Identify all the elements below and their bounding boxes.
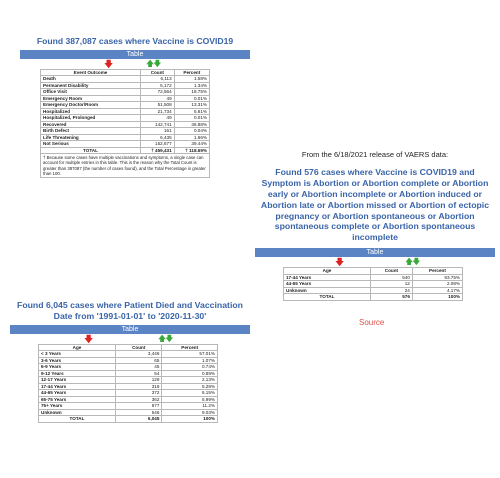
- row-count: 546: [116, 409, 162, 416]
- total-count: † 459,431: [141, 147, 175, 154]
- total-label: TOTAL: [284, 294, 371, 301]
- row-percent: 93.75%: [412, 274, 462, 281]
- total-row: [41, 147, 210, 154]
- row-count: 372: [116, 390, 162, 397]
- row-label: 12-17 Years: [39, 377, 116, 384]
- row-count: 6,435: [141, 134, 175, 141]
- row-label: Life Threatening: [41, 134, 141, 141]
- section2-table-bar: Table: [255, 248, 495, 257]
- row-label: 17-44 Years: [284, 274, 371, 281]
- section-abortion-cases: [255, 150, 495, 243]
- section1-table-bar: Table: [20, 50, 250, 59]
- row-count: 49: [141, 95, 175, 102]
- row-percent: 6.15%: [162, 390, 218, 397]
- header-count[interactable]: Count: [371, 268, 413, 275]
- row-percent: 0.04%: [174, 128, 209, 135]
- row-count: 5,172: [141, 82, 175, 89]
- section2-subtitle: From the 6/18/2021 release of VAERS data:: [301, 150, 449, 159]
- header-percent[interactable]: Percent: [412, 268, 462, 275]
- total-count: 6,045: [116, 416, 162, 423]
- section2-title: Found 576 cases where Vaccine is COVID19 and Symptom is Abortion or Abortion complete or Abortion early or Abortion incomplete or Abortion induced or Abortion late or Abortion missed or Abortion of ectopic pregnancy or Abortion spontaneous or Abortion spontaneous complete or Abortion spontaneous incomplete: [260, 167, 490, 243]
- row-count: 129: [116, 377, 162, 384]
- row-percent: 0.01%: [174, 115, 209, 122]
- section2-table-wrap: [283, 267, 463, 301]
- row-count: 24: [371, 287, 413, 294]
- row-percent: 0.74%: [162, 364, 218, 371]
- row-label: Recovered: [41, 121, 141, 128]
- row-count: 319: [116, 383, 162, 390]
- abortion-age-table-body: [284, 274, 463, 300]
- row-count: 49: [141, 115, 175, 122]
- row-count: 142,741: [141, 121, 175, 128]
- row-label: 17-44 Years: [39, 383, 116, 390]
- row-percent: 0.89%: [162, 370, 218, 377]
- row-label: 75+ Years: [39, 403, 116, 410]
- header-age[interactable]: Age: [39, 344, 116, 351]
- section1-sort-arrows: [40, 59, 210, 69]
- row-count: 677: [116, 403, 162, 410]
- row-count: 362: [116, 396, 162, 403]
- row-label: 3-6 Years: [39, 357, 116, 364]
- header-percent[interactable]: Percent: [174, 69, 209, 76]
- header-percent[interactable]: Percent: [162, 344, 218, 351]
- row-percent: 11.2%: [162, 403, 218, 410]
- deaths-age-table: [38, 344, 218, 423]
- row-count: 3,446: [116, 351, 162, 358]
- row-percent: 57.01%: [162, 351, 218, 358]
- row-percent: 2.08%: [412, 281, 462, 288]
- row-count: 161: [141, 128, 175, 135]
- row-label: 44-65 Years: [39, 390, 116, 397]
- section3-table-wrap: [38, 344, 218, 423]
- row-percent: 13.31%: [174, 102, 209, 109]
- source-link[interactable]: Source: [359, 318, 385, 327]
- row-percent: 5.61%: [174, 108, 209, 115]
- row-label: Not Serious: [41, 141, 141, 148]
- row-percent: 1.34%: [174, 82, 209, 89]
- row-percent: 1.66%: [174, 134, 209, 141]
- row-percent: 5.99%: [162, 396, 218, 403]
- total-percent: 100%: [162, 416, 218, 423]
- row-count: 152,677: [141, 141, 175, 148]
- total-count: 576: [371, 294, 413, 301]
- section3-title: Found 6,045 cases where Patient Died and Vaccination Date from '1991-01-01' to '2020-11-30': [17, 300, 243, 321]
- deaths-age-table-body: [39, 351, 218, 423]
- row-count: 51,508: [141, 102, 175, 109]
- total-percent: 100%: [412, 294, 462, 301]
- total-row: [39, 416, 218, 423]
- green-up-down-arrows-icon[interactable]: 🡅🡇: [146, 58, 161, 68]
- section3-sort-arrows: [38, 334, 218, 344]
- row-percent: 5.28%: [162, 383, 218, 390]
- row-label: 9-12 Years: [39, 370, 116, 377]
- row-label: Death: [41, 76, 141, 83]
- row-label: 44-65 Years: [284, 281, 371, 288]
- section2-table-block: [255, 248, 495, 327]
- row-percent: 4.17%: [412, 287, 462, 294]
- section1-table-wrap: [40, 69, 210, 178]
- header-count[interactable]: Count: [116, 344, 162, 351]
- row-count: 540: [371, 274, 413, 281]
- header-count[interactable]: Count: [141, 69, 175, 76]
- row-percent: 1.07%: [162, 357, 218, 364]
- green-up-down-arrows-icon[interactable]: 🡅🡇: [405, 257, 420, 266]
- row-count: 45: [116, 364, 162, 371]
- red-down-arrow-icon[interactable]: 🡇: [84, 333, 94, 344]
- total-row: [284, 294, 463, 301]
- red-down-arrow-icon[interactable]: 🡇: [104, 58, 114, 69]
- green-up-down-arrows-icon[interactable]: 🡅🡇: [158, 333, 173, 343]
- row-label: Hospitalized: [41, 108, 141, 115]
- row-percent: 36.88%: [174, 121, 209, 128]
- row-percent: 0.01%: [174, 95, 209, 102]
- footnote: † Because some cases have multiple vaccinations and symptoms, a single case can account for multiple entries in this table. This is the reason why the Total Count is greater than 387087 (the number of cases found), and the Total Percentage is greater than 100.: [40, 154, 210, 178]
- row-count: 21,734: [141, 108, 175, 115]
- row-label: 6-9 Years: [39, 364, 116, 371]
- row-count: 6,113: [141, 76, 175, 83]
- section1-title: Found 387,087 cases where Vaccine is COVID19: [36, 36, 234, 46]
- row-percent: 9.03%: [162, 409, 218, 416]
- row-label: Hospitalized, Prolonged: [41, 115, 141, 122]
- row-label: Emergency Room: [41, 95, 141, 102]
- total-label: TOTAL: [41, 147, 141, 154]
- row-label: Unknown: [284, 287, 371, 294]
- section-vaccine-outcomes: [20, 36, 250, 178]
- row-label: Office Visit: [41, 89, 141, 96]
- row-percent: 39.44%: [174, 141, 209, 148]
- row-percent: 1.58%: [174, 76, 209, 83]
- red-down-arrow-icon[interactable]: 🡇: [335, 257, 345, 267]
- row-label: < 3 Years: [39, 351, 116, 358]
- row-label: 65-75 Years: [39, 396, 116, 403]
- outcomes-table-body: [41, 76, 210, 154]
- row-label: Emergency Doctor/Room: [41, 102, 141, 109]
- header-age[interactable]: Age: [284, 268, 371, 275]
- outcomes-table: [40, 69, 210, 155]
- row-count: 72,564: [141, 89, 175, 96]
- row-label: Permanent Disability: [41, 82, 141, 89]
- row-label: Birth Defect: [41, 128, 141, 135]
- row-percent: 2.13%: [162, 377, 218, 384]
- row-count: 12: [371, 281, 413, 288]
- section-deaths-by-age: [10, 300, 250, 423]
- section3-table-bar: Table: [10, 325, 250, 334]
- section2-sort-arrows: [283, 257, 463, 267]
- total-percent: † 118.69%: [174, 147, 209, 154]
- row-count: 54: [116, 370, 162, 377]
- abortion-age-table: [283, 267, 463, 301]
- row-count: 65: [116, 357, 162, 364]
- total-label: TOTAL: [39, 416, 116, 423]
- row-percent: 18.75%: [174, 89, 209, 96]
- header-event-outcome[interactable]: Event Outcome: [41, 69, 141, 76]
- row-label: Unknown: [39, 409, 116, 416]
